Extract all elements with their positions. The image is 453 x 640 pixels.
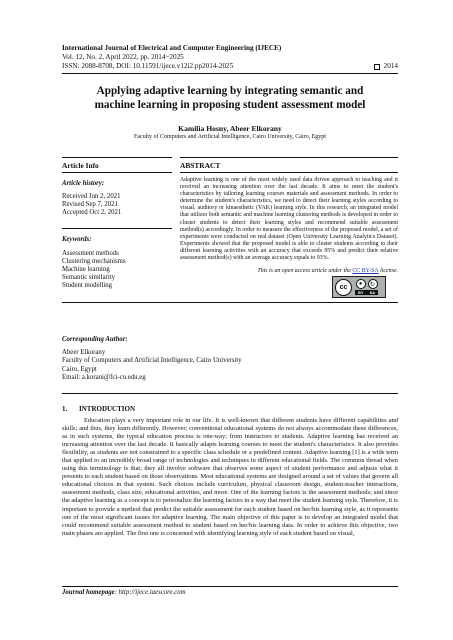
title-line-2: machine learning in proposing student assessment model xyxy=(94,99,366,111)
authors: Kamilia Hosny, Abeer Elkorany xyxy=(178,124,282,133)
square-icon xyxy=(374,64,380,70)
footer-label: Journal homepage xyxy=(62,589,115,596)
cc-labels xyxy=(355,290,378,295)
cc-icons xyxy=(356,279,378,289)
corresponding-line: Faculty of Computers and Artificial Intelligence, Cairo University xyxy=(62,357,242,365)
history-heading: Article history: xyxy=(62,180,105,187)
affiliation: Faculty of Computers and Artificial Intelligence, Cairo University, Cairo, Egypt xyxy=(134,134,326,140)
header-rule xyxy=(62,73,398,74)
footer-rule xyxy=(62,586,398,587)
history-item: Accepted Oct 2, 2021 xyxy=(62,209,122,217)
section-divider xyxy=(62,302,398,303)
corresponding-line: Abeer Elkorany xyxy=(62,349,106,356)
journal-name: International Journal of Electrical and Computer Engineering (IJECE) xyxy=(62,44,282,52)
section-number: 1. xyxy=(62,405,68,413)
history-list xyxy=(62,193,172,218)
keyword-item: Semantic similarity xyxy=(62,274,116,282)
introduction-heading xyxy=(62,405,398,413)
introduction-section xyxy=(62,405,398,538)
keyword-item: Student modelling xyxy=(62,282,113,290)
keywords-divider xyxy=(62,228,172,229)
keyword-item: Clustering mechanisms xyxy=(62,257,126,265)
footer xyxy=(62,589,186,596)
corresponding-author xyxy=(62,336,398,382)
cc-right xyxy=(355,279,378,295)
journal-volume: Vol. 12, No. 2, April 2022, pp. 2014~2025 xyxy=(62,53,184,61)
cc-by-sa-badge[interactable] xyxy=(332,276,386,298)
page-number-group xyxy=(374,62,398,71)
footer-url[interactable]: : http://ijece.iaescore.com xyxy=(114,589,186,596)
abstract-heading: ABSTRACT xyxy=(180,157,398,173)
paper-title xyxy=(62,84,398,112)
keywords-list xyxy=(62,250,172,291)
abstract-section xyxy=(180,157,398,274)
corresponding-details xyxy=(62,349,398,382)
issn-row xyxy=(62,62,398,71)
person-icon: ● xyxy=(356,279,366,289)
corresponding-email[interactable]: Email: a.korani@fci-cu.edu.eg xyxy=(62,373,146,381)
section-title: INTRODUCTION xyxy=(79,405,136,413)
journal-issn: ISSN: 2088-8708, DOI: 10.11591/ijece.v12i2.pp2014-2025 xyxy=(62,62,234,70)
license-note xyxy=(180,268,398,274)
license-suffix: license. xyxy=(378,268,398,275)
license-prefix: This is an open access article under the xyxy=(257,268,353,275)
cc-logo-icon: cc xyxy=(335,279,352,296)
corresponding-heading: Corresponding Author: xyxy=(62,336,128,343)
abstract-text: Adaptive learning is one of the most widely used data driven approach to teaching and it received an increasing attention over the last decade. It aims to meet the student's characteristics by tailoring learning courses materials and assessment methods. In order to determine the student's characteristics, we need to detect their learning styles according to visual, auditory or kinaesthetic (VAK) learning style. In this research, an integrated model that utilizes both semantic and machine learning clustering methods is developed in order to cluster students to detect their learning styles and recommend suitable assessment method(s) accordingly. In order to measure the effectiveness of the proposed model, a set of experiments were conducted on real dataset (Open University Learning Analytics Dataset). Experiments showed that the proposed model is able to cluster students according to their different learning activities with an accuracy that exceeds 95% and predict their relative assessment method(s) with an average accuracy equals to 93%. xyxy=(180,177,398,262)
keyword-item: Machine learning xyxy=(62,266,110,274)
cc-sa-label: SA xyxy=(369,290,376,295)
article-info-heading: Article Info xyxy=(62,157,172,173)
keyword-item: Assessment methods xyxy=(62,249,119,257)
share-alike-icon: ↻ xyxy=(368,279,378,289)
history-item: Revised Sep 7, 2021 xyxy=(62,201,118,209)
title-line-1: Applying adaptive learning by integrating semantic and xyxy=(96,85,364,97)
history-item: Received Jun 2, 2021 xyxy=(62,193,121,200)
article-info xyxy=(62,157,172,291)
front-matter-rule xyxy=(62,393,398,394)
journal-header xyxy=(62,44,398,71)
license-link[interactable]: CC BY-SA xyxy=(352,268,379,275)
keywords-heading: Keywords: xyxy=(62,235,92,243)
corresponding-line: Cairo, Egypt xyxy=(62,365,97,373)
page-number: 2014 xyxy=(383,62,398,70)
cc-by-label: BY xyxy=(358,290,364,295)
introduction-text: Education plays a very important role in our life. It is well-known that different students have different capabilities and skills; and thus, they learn differently. However; conventional educational systems do not always accommodate these differences, as in such systems, the typical education process is one-way; from instructors to students. Adaptive learning has received an increasing attention over the last decade. It basically adapts learning courses to meet the student's characteristics. It also provides flexibility, as students are not constrained to a specific class schedule or a predefined content. Adaptive learning [1] is a wide term that applied to an incredibly broad range of technologies and techniques in different educational fields. The common thread when using this terminology is that; they all involve software that observes some aspect of student performance and adjusts what it presents to each student based on those observations. Most educational systems are designed around a set of values that govern all educational choices in that system. Such choices include curriculum, physical classroom design, student-teacher interactions, assessment methods, class size, educational activities, and more. One of the learning factors is the assessment methods; and since the adaptive learning as a concept is to personalize the learning factors in a way that meet the student learning style. Therefore, it is important to provide a method that predict the suitable assessment for each student based on her/his learning style, as it represents one of the most significant issues for adaptive learning. The main objective of this paper is to develop an integrated model that could recommend suitable assessment method to student based on her/his learning data. In order to achieve this objective, two main phases are applied. The first one is concerned with identifying learning style of each student based on visual, xyxy=(62,417,398,537)
